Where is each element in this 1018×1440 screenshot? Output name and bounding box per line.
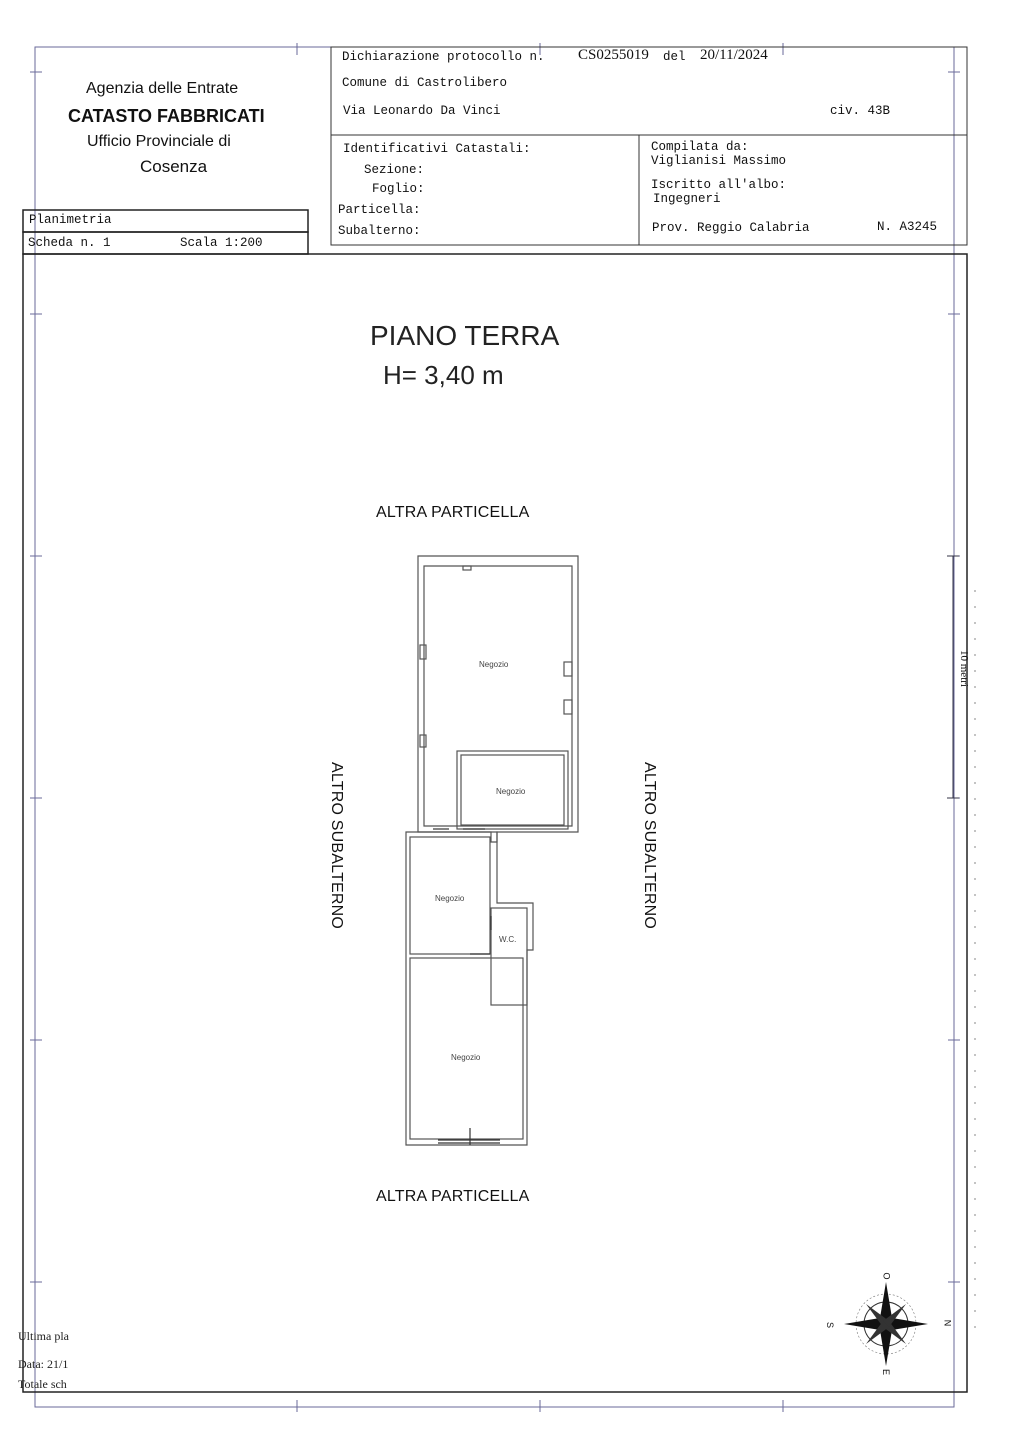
room-label: Negozio (435, 894, 465, 903)
footer-ultima: Ultima pla (18, 1329, 69, 1343)
frame-ticks (30, 43, 960, 1412)
west-neighbor: ALTRO SUBALTERNO (328, 762, 345, 930)
protocol-date: 20/11/2024 (700, 47, 768, 63)
protocol-label: Dichiarazione protocollo n. (342, 50, 545, 64)
compilata-name: Viglianisi Massimo (651, 154, 787, 168)
scheda-number: Scheda n. 1 (28, 236, 111, 250)
sezione-label: Sezione: (364, 163, 425, 177)
protocol-number: CS0255019 (578, 47, 649, 63)
compass-n: N (942, 1319, 953, 1327)
protocol-del: del (663, 50, 686, 64)
albo-label: Iscritto all'albo: (651, 178, 787, 192)
floor-title: PIANO TERRA (370, 320, 560, 351)
comune: Comune di Castrolibero (342, 76, 508, 90)
floor-height: H= 3,40 m (383, 360, 504, 390)
footer-data: Data: 21/1 (18, 1357, 69, 1371)
subalterno-label: Subalterno: (338, 224, 421, 238)
civico: civ. 43B (830, 104, 891, 118)
compass-s: S (825, 1321, 836, 1329)
province: Prov. Reggio Calabria (652, 221, 810, 235)
agency-name: Agenzia delle Entrate (86, 80, 239, 97)
main-drawing-box (23, 254, 967, 1392)
east-neighbor: ALTRO SUBALTERNO (641, 762, 658, 930)
room-label: Negozio (479, 660, 509, 669)
via: Via Leonardo Da Vinci (343, 104, 501, 118)
room-label: Negozio (496, 787, 526, 796)
particella-label: Particella: (338, 203, 421, 217)
agency-city: Cosenza (140, 157, 208, 176)
compass-o: O (881, 1272, 892, 1280)
room-label: Negozio (451, 1053, 481, 1062)
albo-value: Ingegneri (653, 192, 721, 206)
south-neighbor: ALTRA PARTICELLA (376, 1188, 530, 1205)
foglio-label: Foglio: (372, 182, 425, 196)
agency-department: CATASTO FABBRICATI (68, 106, 265, 126)
agency-office: Ufficio Provinciale di (87, 133, 231, 150)
north-neighbor: ALTRA PARTICELLA (376, 504, 530, 521)
planimetria-label: Planimetria (29, 213, 112, 227)
identificativi-title: Identificativi Catastali: (343, 142, 531, 156)
compass-rose (844, 1282, 928, 1366)
floor-plan (406, 556, 578, 1145)
scale-label: Scala 1:200 (180, 236, 263, 250)
compass-e: E (881, 1368, 892, 1376)
scale-bar-label: 10 metri (958, 650, 970, 687)
wc-label: W.C. (499, 935, 517, 944)
registration-number: N. A3245 (877, 220, 938, 234)
footer-totale: Totale sch (18, 1377, 67, 1391)
compilata-label: Compilata da: (651, 140, 749, 154)
